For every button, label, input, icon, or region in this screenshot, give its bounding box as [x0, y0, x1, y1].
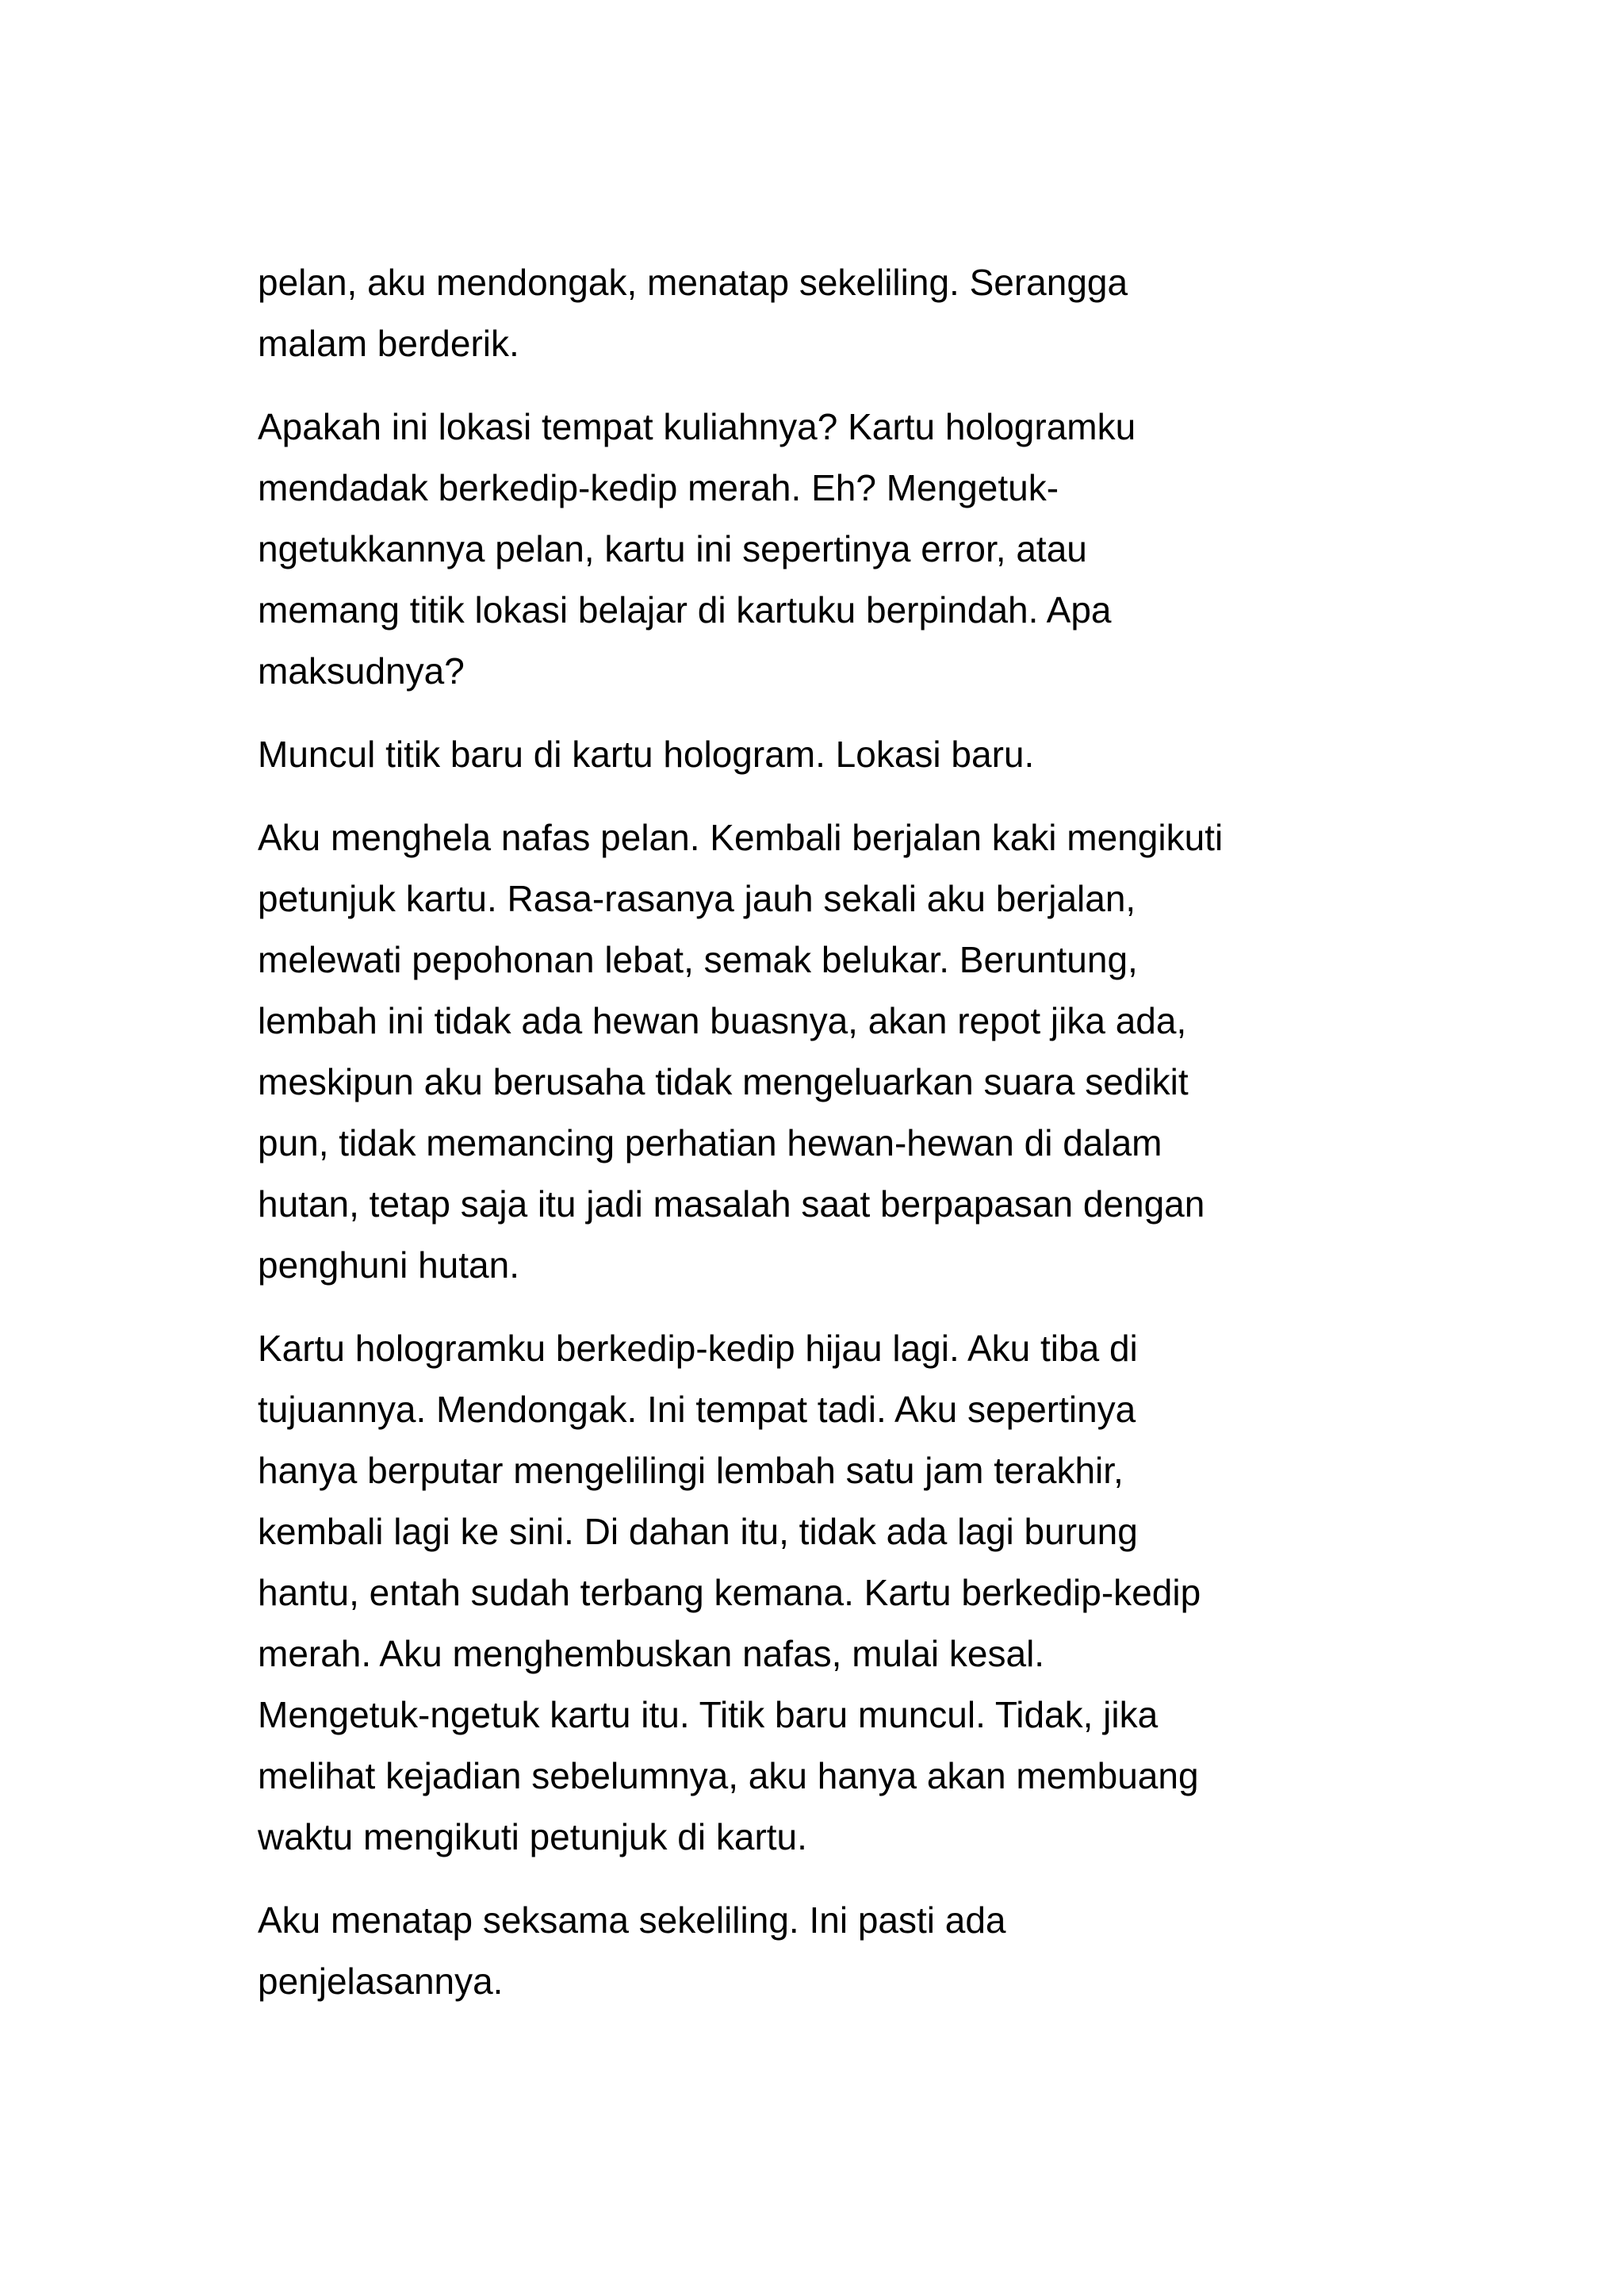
text-line: hanya berputar mengelilingi lembah satu jam terakhir, — [258, 1450, 1124, 1491]
text-line: meskipun aku berusaha tidak mengeluarkan suara sedikit — [258, 1061, 1189, 1102]
text-line: merah. Aku menghembuskan nafas, mulai kesal. — [258, 1633, 1045, 1674]
text-line: melihat kejadian sebelumnya, aku hanya akan membuang — [258, 1755, 1199, 1796]
text-line: Kartu hologramku berkedip-kedip hijau lagi. Aku tiba di — [258, 1328, 1138, 1369]
text-line: waktu mengikuti petunjuk di kartu. — [258, 1816, 807, 1857]
text-line: Muncul titik baru di kartu hologram. Lokasi baru. — [258, 734, 1035, 775]
text-line: mendadak berkedip-kedip merah. Eh? Mengetuk- — [258, 467, 1059, 508]
text-line: tujuannya. Mendongak. Ini tempat tadi. Aku sepertinya — [258, 1389, 1136, 1430]
text-line: petunjuk kartu. Rasa-rasanya jauh sekali aku berjalan, — [258, 878, 1136, 919]
paragraph-3 — [258, 724, 1447, 785]
text-line: penjelasannya. — [258, 1961, 504, 2002]
text-line: lembah ini tidak ada hewan buasnya, akan repot jika ada, — [258, 1000, 1187, 1041]
text-line: Aku menghela nafas pelan. Kembali berjalan kaki mengikuti — [258, 817, 1224, 858]
text-line: Aku menatap seksama sekeliling. Ini pasti ada — [258, 1899, 1006, 1941]
paragraph-6 — [258, 1890, 1447, 2012]
body-text — [258, 252, 1447, 2034]
text-line: memang titik lokasi belajar di kartuku berpindah. Apa — [258, 589, 1112, 631]
text-line: pelan, aku mendongak, menatap sekeliling. Serangga — [258, 262, 1128, 303]
text-line: Mengetuk-ngetuk kartu itu. Titik baru muncul. Tidak, jika — [258, 1694, 1159, 1735]
text-line: maksudnya? — [258, 650, 465, 692]
paragraph-4 — [258, 807, 1447, 1296]
text-line: Apakah ini lokasi tempat kuliahnya? Kartu hologramku — [258, 406, 1136, 447]
text-line: ngetukkannya pelan, kartu ini sepertinya error, atau — [258, 528, 1087, 569]
text-line: melewati pepohonan lebat, semak belukar. Beruntung, — [258, 939, 1138, 980]
text-line: malam berderik. — [258, 323, 519, 364]
text-line: kembali lagi ke sini. Di dahan itu, tidak ada lagi burung — [258, 1511, 1138, 1552]
text-line: pun, tidak memancing perhatian hewan-hewan di dalam — [258, 1122, 1162, 1163]
paragraph-1 — [258, 252, 1447, 374]
text-line: penghuni hutan. — [258, 1244, 519, 1286]
text-line: hantu, entah sudah terbang kemana. Kartu berkedip-kedip — [258, 1572, 1201, 1613]
paragraph-2 — [258, 397, 1447, 702]
text-line: hutan, tetap saja itu jadi masalah saat berpapasan dengan — [258, 1183, 1205, 1225]
paragraph-5 — [258, 1318, 1447, 1868]
